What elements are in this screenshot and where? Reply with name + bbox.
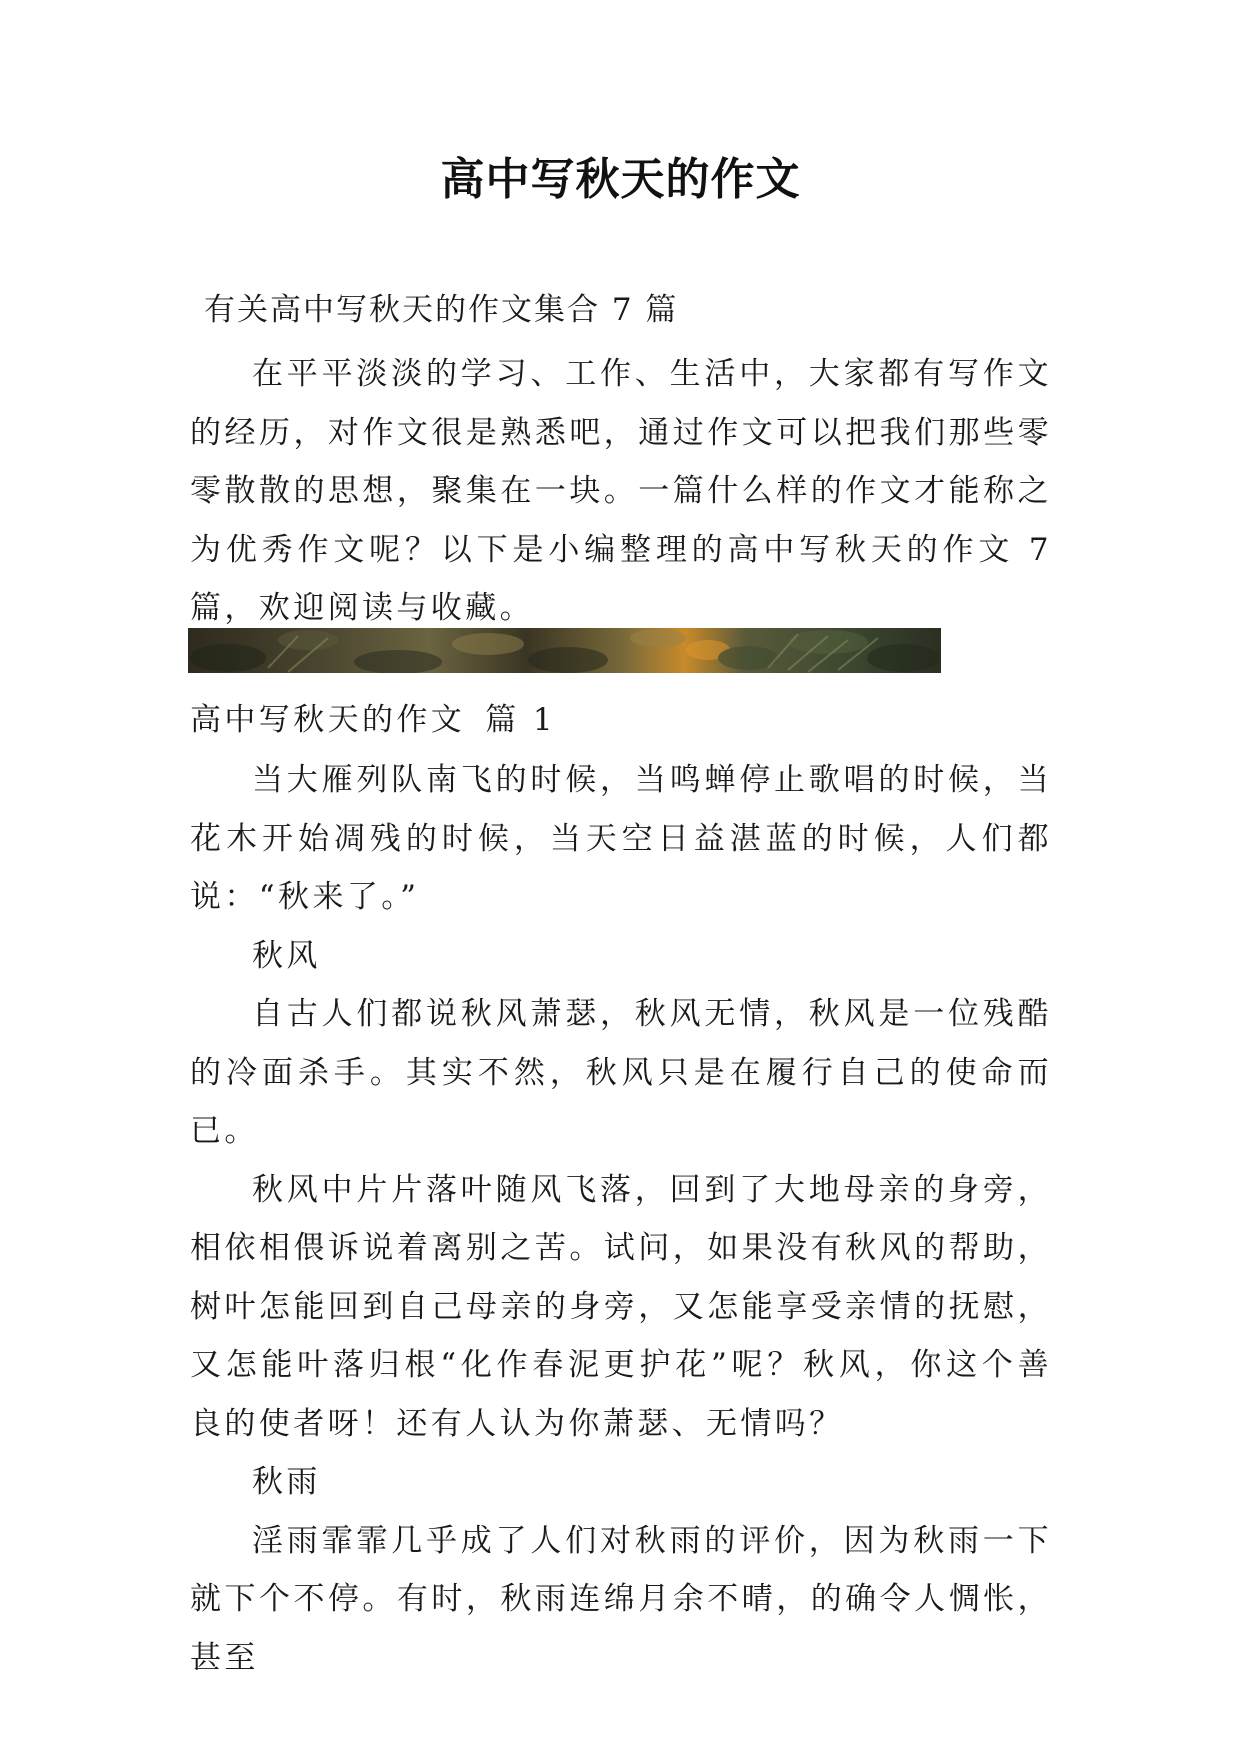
document-subtitle: 有关高中写秋天的作文集合 7 篇 — [204, 292, 679, 328]
essay-subheading-autumn-rain: 秋雨 — [252, 1464, 321, 1500]
essay-body — [190, 751, 1052, 1687]
autumn-foliage-image — [188, 628, 941, 673]
essay-paragraph: 秋风中片片落叶随风飞落，回到了大地母亲的身旁，相依相偎诉说着离别之苦。试问，如果没有秋风的帮助，树叶怎能回到自己母亲的身旁，又怎能享受亲情的抚慰，又怎能叶落归根“化作春泥更护花”呢？秋风，你这个善良的使者呀！还有人认为你萧瑟、无情吗？ — [190, 1171, 1052, 1442]
essay-paragraph: 淫雨霏霏几乎成了人们对秋雨的评价，因为秋雨一下就下个不停。有时，秋雨连绵月余不晴，的确令人惆怅，甚至 — [190, 1522, 1052, 1676]
section-title: 高中写秋天的作文 — [190, 702, 466, 738]
section-heading — [190, 700, 556, 740]
section-number: 篇 1 — [485, 702, 556, 738]
intro-paragraph: 在平平淡淡的学习、工作、生活中，大家都有写作文的经历，对作文很是熟悉吧，通过作文可以把我们那些零零散散的思想，聚集在一块。一篇什么样的作文才能称之为优秀作文呢？以下是小编整理的高中写秋天的作文 7 篇，欢迎阅读与收藏。 — [190, 356, 1052, 626]
essay-paragraph: 自古人们都说秋风萧瑟，秋风无情，秋风是一位残酷的冷面杀手。其实不然，秋风只是在履行自己的使命而已。 — [190, 996, 1052, 1149]
intro-text — [190, 345, 1052, 638]
essay-subheading-autumn-wind: 秋风 — [252, 937, 321, 974]
banner-image — [188, 628, 941, 673]
essay-paragraph: 当大雁列队南飞的时候，当鸣蝉停止歌唱的时候，当花木开始凋残的时候，当天空日益湛蓝的时候，人们都说：“秋来了。” — [190, 762, 1052, 915]
document-title: 高中写秋天的作文 — [440, 154, 801, 205]
